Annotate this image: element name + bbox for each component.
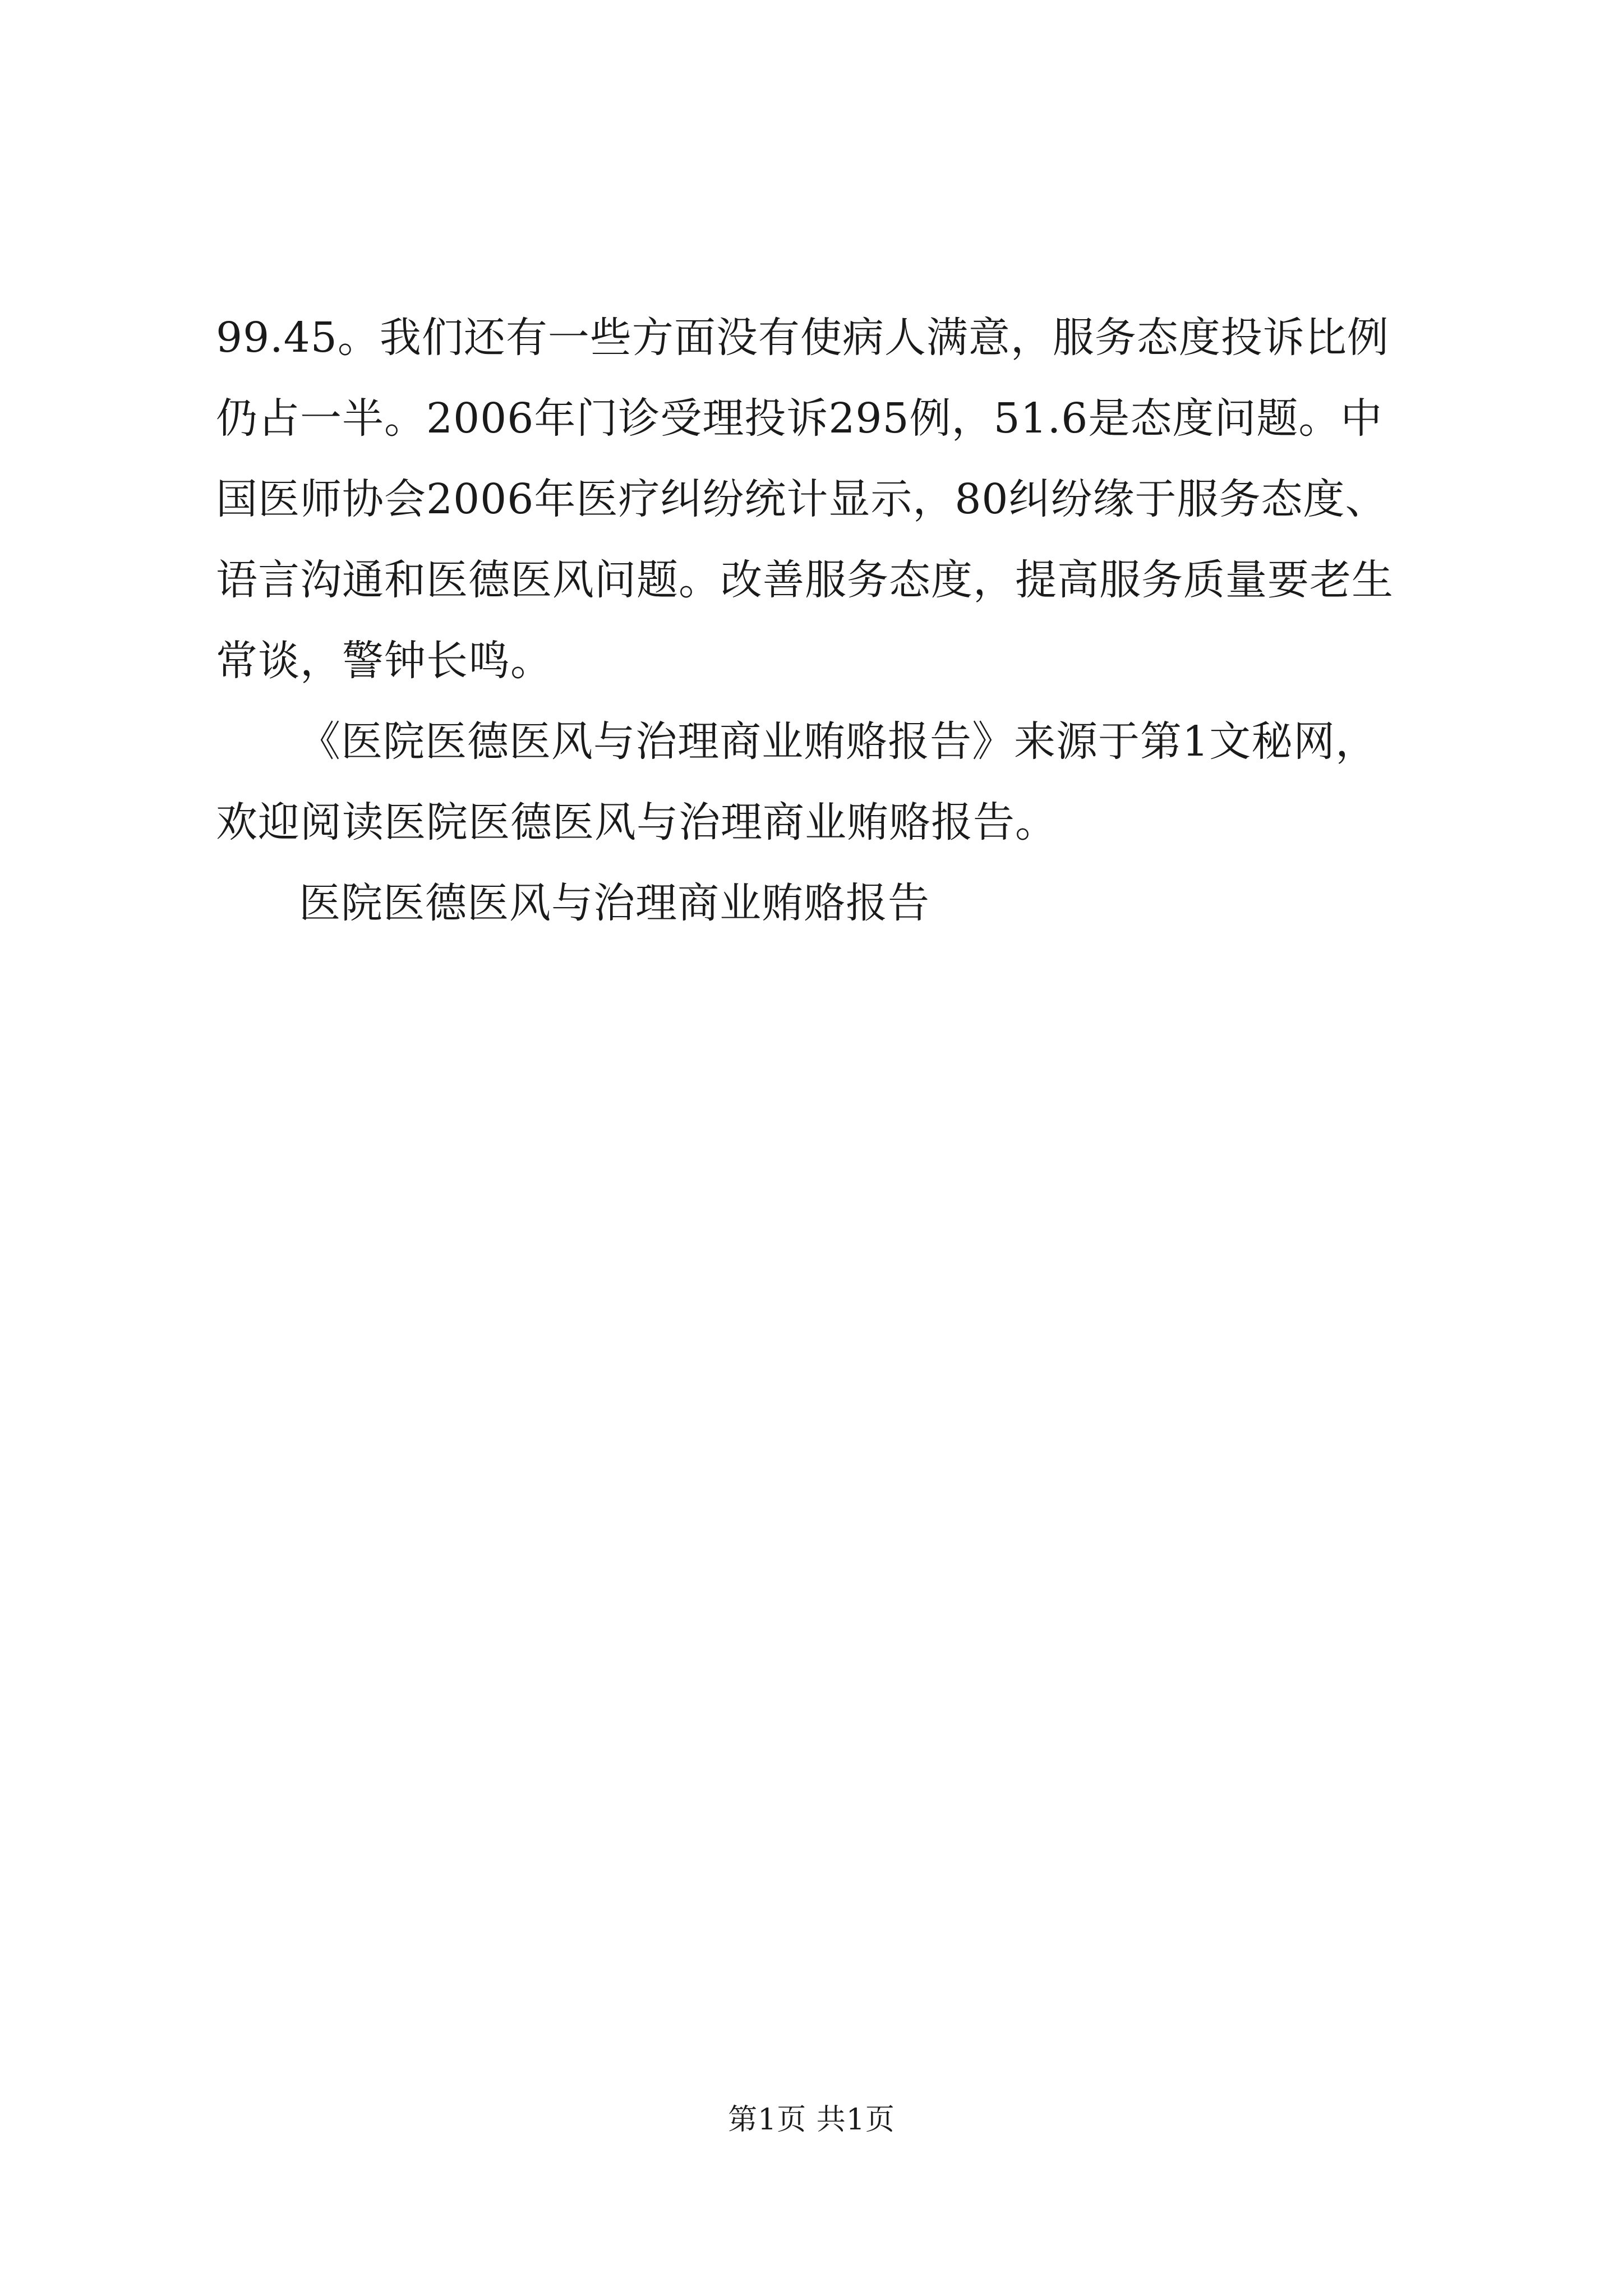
paragraph-3-title-line: 医院医德医风与治理商业贿赂报告 — [299, 879, 930, 927]
paragraph-1-line-5: 常谈，警钟长鸣。 — [216, 637, 552, 685]
paragraph-2-line-2: 欢迎阅读医院医德医风与治理商业贿赂报告。 — [216, 798, 1057, 846]
page-footer: 第1页 共1页 — [728, 2103, 895, 2137]
paragraph-1-line-2: 仍占一半。2006年门诊受理投诉295例，51.6是态度问题。中 — [216, 394, 1383, 443]
paragraph-1-line-4: 语言沟通和医德医风问题。改善服务态度，提高服务质量要老生 — [216, 556, 1394, 604]
paragraph-2-line-1: 《医院医德医风与治理商业贿赂报告》来源于第1文秘网， — [299, 717, 1378, 766]
paragraph-1-line-1: 99.45。我们还有一些方面没有使病人满意，服务态度投诉比例 — [216, 314, 1389, 362]
document-body — [216, 297, 1438, 944]
paragraph-1-line-3: 国医师协会2006年医疗纠纷统计显示，80纠纷缘于服务态度、 — [216, 475, 1387, 523]
